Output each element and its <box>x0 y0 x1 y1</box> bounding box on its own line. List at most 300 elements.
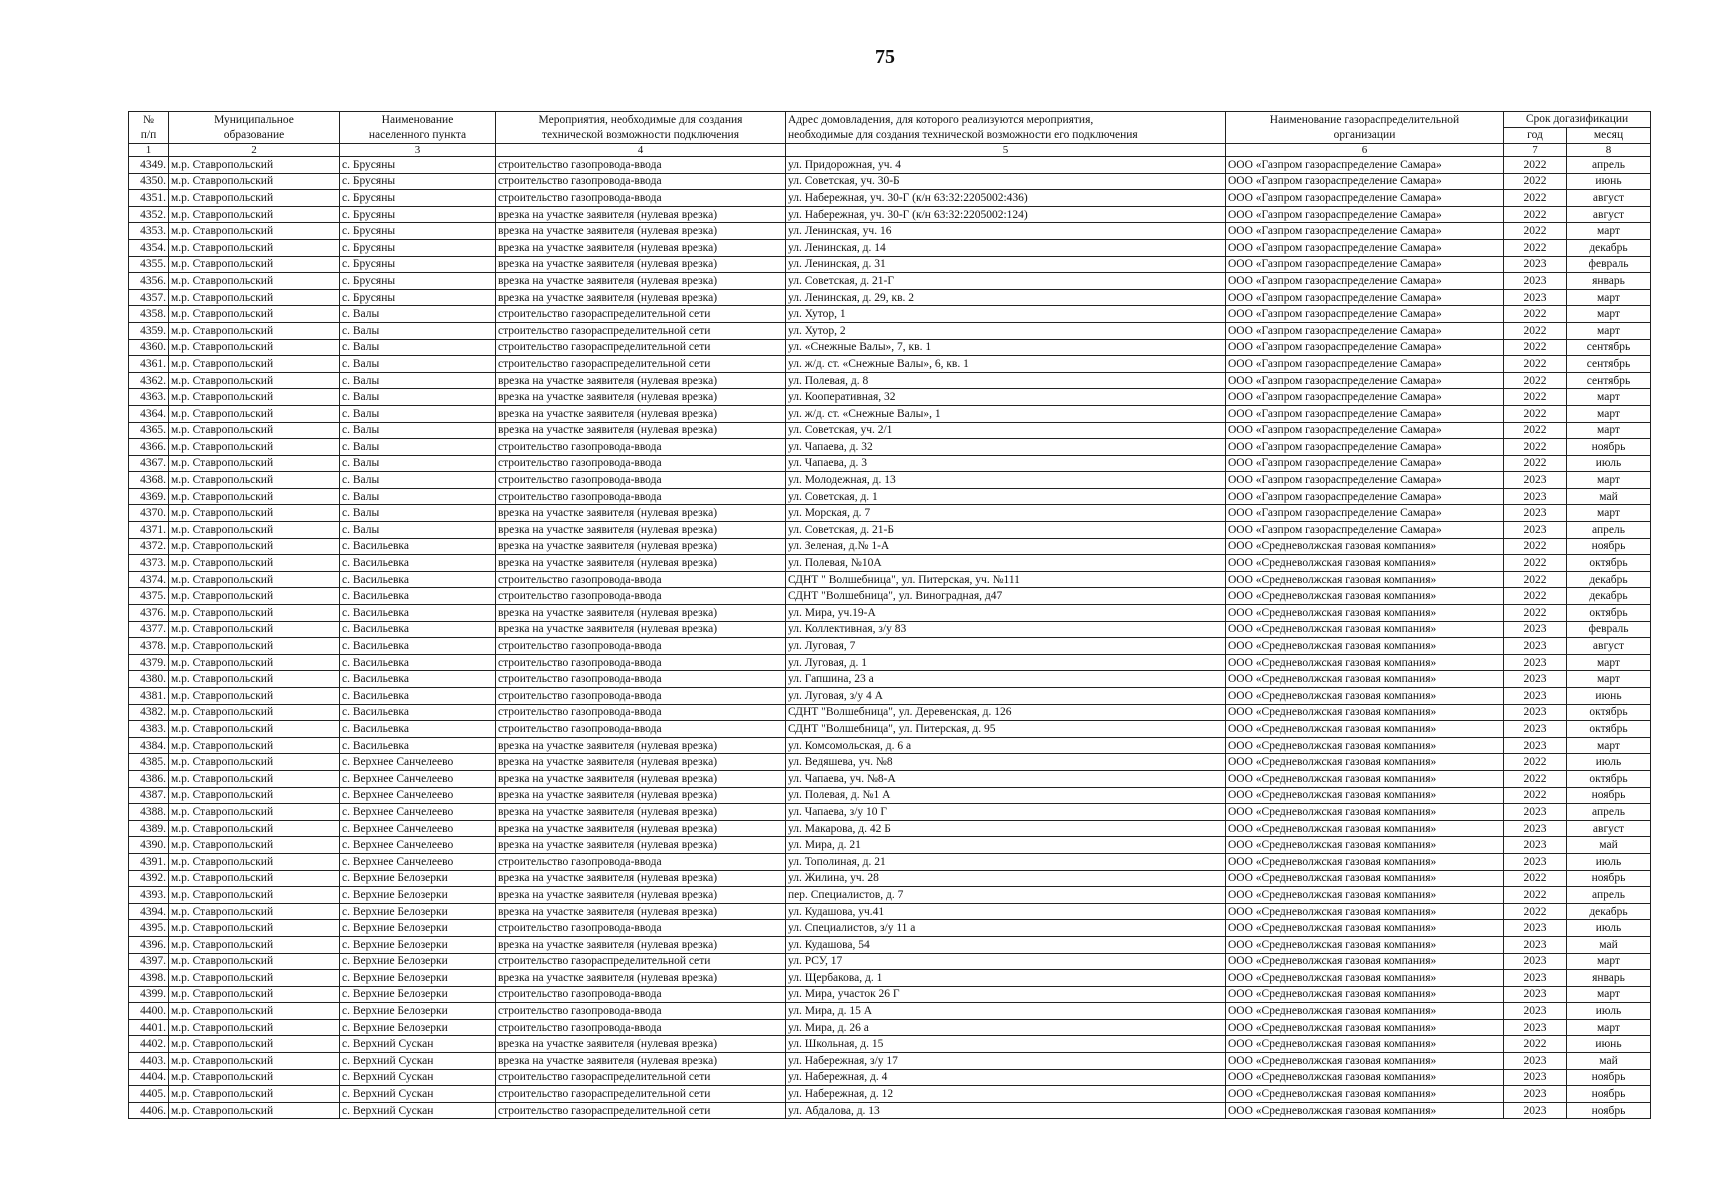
activity-cell: строительство газопровода-ввода <box>496 439 786 456</box>
address-cell: ул. Хутор, 2 <box>786 322 1226 339</box>
municipality-cell: м.р. Ставропольский <box>169 571 340 588</box>
month-cell: сентябрь <box>1567 356 1651 373</box>
organization-cell: ООО «Газпром газораспределение Самара» <box>1226 223 1504 240</box>
month-cell: ноябрь <box>1567 787 1651 804</box>
year-cell: 2023 <box>1504 953 1567 970</box>
address-cell: ул. Абдалова, д. 13 <box>786 1102 1226 1119</box>
year-cell: 2022 <box>1504 339 1567 356</box>
row-number-cell: 4349. <box>129 157 169 174</box>
table-row <box>129 173 1651 190</box>
row-number-cell: 4378. <box>129 638 169 655</box>
row-number-cell: 4350. <box>129 173 169 190</box>
organization-cell: ООО «Газпром газораспределение Самара» <box>1226 356 1504 373</box>
table-row <box>129 1036 1651 1053</box>
municipality-cell: м.р. Ставропольский <box>169 1003 340 1020</box>
municipality-cell: м.р. Ставропольский <box>169 787 340 804</box>
activity-cell: врезка на участке заявителя (нулевая врезка) <box>496 936 786 953</box>
address-cell: ул. Луговая, з/у 4 А <box>786 688 1226 705</box>
municipality-cell: м.р. Ставропольский <box>169 206 340 223</box>
row-number-cell: 4389. <box>129 820 169 837</box>
table-row <box>129 688 1651 705</box>
row-number-cell: 4383. <box>129 721 169 738</box>
address-cell: ул. Хутор, 1 <box>786 306 1226 323</box>
activity-cell: врезка на участке заявителя (нулевая врезка) <box>496 239 786 256</box>
year-cell: 2023 <box>1504 1069 1567 1086</box>
address-cell: СДНТ "Волшебница", ул. Виноградная, д47 <box>786 588 1226 605</box>
municipality-cell: м.р. Ставропольский <box>169 654 340 671</box>
month-cell: июль <box>1567 853 1651 870</box>
month-cell: март <box>1567 322 1651 339</box>
address-cell: ул. Советская, д. 21-Б <box>786 522 1226 539</box>
municipality-cell: м.р. Ставропольский <box>169 721 340 738</box>
organization-cell: ООО «Средневолжская газовая компания» <box>1226 986 1504 1003</box>
month-cell: декабрь <box>1567 588 1651 605</box>
municipality-cell: м.р. Ставропольский <box>169 472 340 489</box>
municipality-cell: м.р. Ставропольский <box>169 1053 340 1070</box>
year-cell: 2022 <box>1504 389 1567 406</box>
month-cell: март <box>1567 472 1651 489</box>
year-cell: 2023 <box>1504 256 1567 273</box>
municipality-cell: м.р. Ставропольский <box>169 306 340 323</box>
municipality-cell: м.р. Ставропольский <box>169 173 340 190</box>
table-row <box>129 455 1651 472</box>
address-cell: ул. Чапаева, з/у 10 Г <box>786 804 1226 821</box>
year-cell: 2023 <box>1504 505 1567 522</box>
month-cell: июль <box>1567 754 1651 771</box>
municipality-cell: м.р. Ставропольский <box>169 256 340 273</box>
organization-cell: ООО «Средневолжская газовая компания» <box>1226 605 1504 622</box>
address-cell: СДНТ "Волшебница", ул. Питерская, д. 95 <box>786 721 1226 738</box>
activity-cell: врезка на участке заявителя (нулевая врезка) <box>496 522 786 539</box>
municipality-cell: м.р. Ставропольский <box>169 638 340 655</box>
header-col-number: 6 <box>1226 144 1504 157</box>
row-number-cell: 4366. <box>129 439 169 456</box>
address-cell: ул. Советская, д. 1 <box>786 488 1226 505</box>
activity-cell: строительство газопровода-ввода <box>496 1003 786 1020</box>
address-cell: ул. Набережная, з/у 17 <box>786 1053 1226 1070</box>
organization-cell: ООО «Газпром газораспределение Самара» <box>1226 157 1504 174</box>
locality-cell: с. Валы <box>340 455 496 472</box>
activity-cell: врезка на участке заявителя (нулевая врезка) <box>496 621 786 638</box>
address-cell: ул. Советская, д. 21-Г <box>786 273 1226 290</box>
address-cell: ул. Набережная, уч. 30-Г (к/н 63:32:2205002:436) <box>786 190 1226 207</box>
organization-cell: ООО «Средневолжская газовая компания» <box>1226 837 1504 854</box>
header-address-line2: необходимые для создания технической возможности его подключения <box>788 128 1138 141</box>
address-cell: ул. «Снежные Валы», 7, кв. 1 <box>786 339 1226 356</box>
row-number-cell: 4354. <box>129 239 169 256</box>
municipality-cell: м.р. Ставропольский <box>169 688 340 705</box>
municipality-cell: м.р. Ставропольский <box>169 1036 340 1053</box>
month-cell: май <box>1567 837 1651 854</box>
year-cell: 2023 <box>1504 472 1567 489</box>
organization-cell: ООО «Газпром газораспределение Самара» <box>1226 389 1504 406</box>
address-cell: ул. Полевая, д. 8 <box>786 372 1226 389</box>
organization-cell: ООО «Газпром газораспределение Самара» <box>1226 322 1504 339</box>
municipality-cell: м.р. Ставропольский <box>169 853 340 870</box>
table-row <box>129 439 1651 456</box>
table-row <box>129 206 1651 223</box>
municipality-cell: м.р. Ставропольский <box>169 356 340 373</box>
municipality-cell: м.р. Ставропольский <box>169 936 340 953</box>
activity-cell: врезка на участке заявителя (нулевая врезка) <box>496 1053 786 1070</box>
month-cell: август <box>1567 190 1651 207</box>
organization-cell: ООО «Газпром газораспределение Самара» <box>1226 206 1504 223</box>
municipality-cell: м.р. Ставропольский <box>169 770 340 787</box>
row-number-cell: 4386. <box>129 770 169 787</box>
organization-cell: ООО «Средневолжская газовая компания» <box>1226 1019 1504 1036</box>
locality-cell: с. Васильевка <box>340 688 496 705</box>
address-cell: ул. Мира, уч.19-А <box>786 605 1226 622</box>
table-row <box>129 1102 1651 1119</box>
row-number-cell: 4406. <box>129 1102 169 1119</box>
year-cell: 2023 <box>1504 638 1567 655</box>
row-number-cell: 4390. <box>129 837 169 854</box>
municipality-cell: м.р. Ставропольский <box>169 405 340 422</box>
municipality-cell: м.р. Ставропольский <box>169 837 340 854</box>
activity-cell: строительство газораспределительной сети <box>496 322 786 339</box>
address-cell: ул. Набережная, д. 4 <box>786 1069 1226 1086</box>
month-cell: декабрь <box>1567 903 1651 920</box>
year-cell: 2022 <box>1504 173 1567 190</box>
year-cell: 2023 <box>1504 986 1567 1003</box>
table-row <box>129 339 1651 356</box>
municipality-cell: м.р. Ставропольский <box>169 157 340 174</box>
row-number-cell: 4397. <box>129 953 169 970</box>
address-cell: ул. Мира, участок 26 Г <box>786 986 1226 1003</box>
organization-cell: ООО «Средневолжская газовая компания» <box>1226 754 1504 771</box>
table-row <box>129 605 1651 622</box>
organization-cell: ООО «Средневолжская газовая компания» <box>1226 870 1504 887</box>
row-number-cell: 4388. <box>129 804 169 821</box>
address-cell: ул. Чапаева, д. 32 <box>786 439 1226 456</box>
year-cell: 2023 <box>1504 273 1567 290</box>
locality-cell: с. Брусяны <box>340 206 496 223</box>
municipality-cell: м.р. Ставропольский <box>169 372 340 389</box>
activity-cell: строительство газораспределительной сети <box>496 339 786 356</box>
locality-cell: с. Верхнее Санчелеево <box>340 853 496 870</box>
address-cell: ул. Луговая, д. 1 <box>786 654 1226 671</box>
activity-cell: врезка на участке заявителя (нулевая врезка) <box>496 273 786 290</box>
table-row <box>129 903 1651 920</box>
year-cell: 2023 <box>1504 1019 1567 1036</box>
row-number-cell: 4404. <box>129 1069 169 1086</box>
month-cell: ноябрь <box>1567 439 1651 456</box>
year-cell: 2023 <box>1504 721 1567 738</box>
organization-cell: ООО «Газпром газораспределение Самара» <box>1226 289 1504 306</box>
table-header <box>129 112 1651 157</box>
municipality-cell: м.р. Ставропольский <box>169 223 340 240</box>
address-cell: ул. Ленинская, д. 29, кв. 2 <box>786 289 1226 306</box>
row-number-cell: 4362. <box>129 372 169 389</box>
row-number-cell: 4361. <box>129 356 169 373</box>
address-cell: пер. Специалистов, д. 7 <box>786 887 1226 904</box>
month-cell: апрель <box>1567 522 1651 539</box>
municipality-cell: м.р. Ставропольский <box>169 455 340 472</box>
month-cell: октябрь <box>1567 555 1651 572</box>
header-municipality-line1: Муниципальное <box>214 113 294 126</box>
table-row <box>129 953 1651 970</box>
year-cell: 2023 <box>1504 621 1567 638</box>
municipality-cell: м.р. Ставропольский <box>169 870 340 887</box>
header-address <box>786 112 1226 144</box>
table-row <box>129 239 1651 256</box>
organization-cell: ООО «Средневолжская газовая компания» <box>1226 1003 1504 1020</box>
organization-cell: ООО «Газпром газораспределение Самара» <box>1226 190 1504 207</box>
table-row <box>129 322 1651 339</box>
year-cell: 2022 <box>1504 372 1567 389</box>
header-municipality-line2: образование <box>223 128 285 141</box>
activity-cell: врезка на участке заявителя (нулевая врезка) <box>496 505 786 522</box>
row-number-cell: 4400. <box>129 1003 169 1020</box>
table-row <box>129 887 1651 904</box>
locality-cell: с. Верхний Сускан <box>340 1069 496 1086</box>
row-number-cell: 4352. <box>129 206 169 223</box>
month-cell: октябрь <box>1567 704 1651 721</box>
month-cell: май <box>1567 488 1651 505</box>
month-cell: август <box>1567 206 1651 223</box>
header-organization <box>1226 112 1504 144</box>
locality-cell: с. Васильевка <box>340 671 496 688</box>
activity-cell: строительство газопровода-ввода <box>496 704 786 721</box>
activity-cell: врезка на участке заявителя (нулевая врезка) <box>496 256 786 273</box>
activity-cell: строительство газопровода-ввода <box>496 671 786 688</box>
locality-cell: с. Васильевка <box>340 737 496 754</box>
organization-cell: ООО «Газпром газораспределение Самара» <box>1226 273 1504 290</box>
table-row <box>129 804 1651 821</box>
organization-cell: ООО «Средневолжская газовая компания» <box>1226 721 1504 738</box>
municipality-cell: м.р. Ставропольский <box>169 273 340 290</box>
row-number-cell: 4392. <box>129 870 169 887</box>
locality-cell: с. Брусяны <box>340 157 496 174</box>
municipality-cell: м.р. Ставропольский <box>169 605 340 622</box>
row-number-cell: 4379. <box>129 654 169 671</box>
activity-cell: врезка на участке заявителя (нулевая врезка) <box>496 870 786 887</box>
municipality-cell: м.р. Ставропольский <box>169 1069 340 1086</box>
municipality-cell: м.р. Ставропольский <box>169 1019 340 1036</box>
activity-cell: врезка на участке заявителя (нулевая врезка) <box>496 389 786 406</box>
month-cell: июль <box>1567 1003 1651 1020</box>
activity-cell: врезка на участке заявителя (нулевая врезка) <box>496 903 786 920</box>
month-cell: октябрь <box>1567 605 1651 622</box>
municipality-cell: м.р. Ставропольский <box>169 522 340 539</box>
year-cell: 2023 <box>1504 289 1567 306</box>
month-cell: март <box>1567 953 1651 970</box>
activity-cell: строительство газораспределительной сети <box>496 953 786 970</box>
table-row <box>129 256 1651 273</box>
municipality-cell: м.р. Ставропольский <box>169 239 340 256</box>
organization-cell: ООО «Средневолжская газовая компания» <box>1226 654 1504 671</box>
row-number-cell: 4401. <box>129 1019 169 1036</box>
locality-cell: с. Валы <box>340 339 496 356</box>
year-cell: 2022 <box>1504 903 1567 920</box>
municipality-cell: м.р. Ставропольский <box>169 754 340 771</box>
organization-cell: ООО «Средневолжская газовая компания» <box>1226 571 1504 588</box>
activity-cell: строительство газопровода-ввода <box>496 488 786 505</box>
year-cell: 2023 <box>1504 804 1567 821</box>
locality-cell: с. Верхнее Санчелеево <box>340 837 496 854</box>
activity-cell: врезка на участке заявителя (нулевая врезка) <box>496 837 786 854</box>
municipality-cell: м.р. Ставропольский <box>169 488 340 505</box>
row-number-cell: 4374. <box>129 571 169 588</box>
month-cell: август <box>1567 638 1651 655</box>
locality-cell: с. Брусяны <box>340 190 496 207</box>
organization-cell: ООО «Средневолжская газовая компания» <box>1226 588 1504 605</box>
row-number-cell: 4357. <box>129 289 169 306</box>
row-number-cell: 4382. <box>129 704 169 721</box>
address-cell: СДНТ " Волшебница", ул. Питерская, уч. №111 <box>786 571 1226 588</box>
locality-cell: с. Верхний Сускан <box>340 1036 496 1053</box>
table-row <box>129 190 1651 207</box>
table-row <box>129 405 1651 422</box>
address-cell: ул. Ленинская, д. 14 <box>786 239 1226 256</box>
year-cell: 2022 <box>1504 555 1567 572</box>
organization-cell: ООО «Средневолжская газовая компания» <box>1226 953 1504 970</box>
municipality-cell: м.р. Ставропольский <box>169 439 340 456</box>
locality-cell: с. Валы <box>340 389 496 406</box>
address-cell: ул. Ведяшева, уч. №8 <box>786 754 1226 771</box>
year-cell: 2023 <box>1504 853 1567 870</box>
activity-cell: строительство газораспределительной сети <box>496 356 786 373</box>
address-cell: ул. Советская, уч. 2/1 <box>786 422 1226 439</box>
year-cell: 2022 <box>1504 190 1567 207</box>
year-cell: 2023 <box>1504 820 1567 837</box>
address-cell: ул. Молодежная, д. 13 <box>786 472 1226 489</box>
organization-cell: ООО «Средневолжская газовая компания» <box>1226 737 1504 754</box>
organization-cell: ООО «Средневолжская газовая компания» <box>1226 887 1504 904</box>
row-number-cell: 4385. <box>129 754 169 771</box>
locality-cell: с. Верхнее Санчелеево <box>340 754 496 771</box>
table-row <box>129 422 1651 439</box>
activity-cell: строительство газопровода-ввода <box>496 638 786 655</box>
organization-cell: ООО «Газпром газораспределение Самара» <box>1226 522 1504 539</box>
activity-cell: строительство газопровода-ввода <box>496 986 786 1003</box>
address-cell: ул. Тополиная, д. 21 <box>786 853 1226 870</box>
month-cell: июль <box>1567 455 1651 472</box>
table-row <box>129 555 1651 572</box>
locality-cell: с. Валы <box>340 322 496 339</box>
activity-cell: врезка на участке заявителя (нулевая врезка) <box>496 770 786 787</box>
locality-cell: с. Верхнее Санчелеево <box>340 787 496 804</box>
address-cell: ул. Комсомольская, д. 6 а <box>786 737 1226 754</box>
table-row <box>129 754 1651 771</box>
header-col-number: 4 <box>496 144 786 157</box>
header-col-number: 2 <box>169 144 340 157</box>
row-number-cell: 4351. <box>129 190 169 207</box>
activity-cell: строительство газопровода-ввода <box>496 688 786 705</box>
address-cell: ул. Ленинская, уч. 16 <box>786 223 1226 240</box>
year-cell: 2022 <box>1504 223 1567 240</box>
row-number-cell: 4373. <box>129 555 169 572</box>
row-number-cell: 4402. <box>129 1036 169 1053</box>
organization-cell: ООО «Средневолжская газовая компания» <box>1226 621 1504 638</box>
address-cell: СДНТ "Волшебница", ул. Деревенская, д. 126 <box>786 704 1226 721</box>
table-row <box>129 721 1651 738</box>
activity-cell: врезка на участке заявителя (нулевая врезка) <box>496 223 786 240</box>
table-row <box>129 1053 1651 1070</box>
locality-cell: с. Валы <box>340 439 496 456</box>
organization-cell: ООО «Средневолжская газовая компания» <box>1226 688 1504 705</box>
month-cell: апрель <box>1567 804 1651 821</box>
organization-cell: ООО «Газпром газораспределение Самара» <box>1226 256 1504 273</box>
municipality-cell: м.р. Ставропольский <box>169 505 340 522</box>
month-cell: март <box>1567 289 1651 306</box>
locality-cell: с. Верхние Белозерки <box>340 970 496 987</box>
organization-cell: ООО «Газпром газораспределение Самара» <box>1226 239 1504 256</box>
row-number-cell: 4387. <box>129 787 169 804</box>
locality-cell: с. Верхний Сускан <box>340 1086 496 1103</box>
address-cell: ул. Луговая, 7 <box>786 638 1226 655</box>
header-organization-line2: организации <box>1333 128 1396 141</box>
municipality-cell: м.р. Ставропольский <box>169 555 340 572</box>
organization-cell: ООО «Средневолжская газовая компания» <box>1226 1036 1504 1053</box>
month-cell: июнь <box>1567 688 1651 705</box>
table-row <box>129 870 1651 887</box>
row-number-cell: 4384. <box>129 737 169 754</box>
activity-cell: строительство газопровода-ввода <box>496 157 786 174</box>
address-cell: ул. Гапшина, 23 а <box>786 671 1226 688</box>
month-cell: ноябрь <box>1567 1086 1651 1103</box>
header-organization-line1: Наименование газораспределительной <box>1269 113 1460 126</box>
table-row <box>129 986 1651 1003</box>
year-cell: 2022 <box>1504 206 1567 223</box>
locality-cell: с. Верхние Белозерки <box>340 870 496 887</box>
municipality-cell: м.р. Ставропольский <box>169 621 340 638</box>
table-row <box>129 820 1651 837</box>
row-number-cell: 4398. <box>129 970 169 987</box>
row-number-cell: 4396. <box>129 936 169 953</box>
locality-cell: с. Верхние Белозерки <box>340 1003 496 1020</box>
activity-cell: строительство газопровода-ввода <box>496 654 786 671</box>
header-deadline: Срок догазификации <box>1504 112 1651 128</box>
table-row <box>129 306 1651 323</box>
locality-cell: с. Васильевка <box>340 654 496 671</box>
year-cell: 2022 <box>1504 787 1567 804</box>
year-cell: 2022 <box>1504 1036 1567 1053</box>
organization-cell: ООО «Газпром газораспределение Самара» <box>1226 488 1504 505</box>
municipality-cell: м.р. Ставропольский <box>169 588 340 605</box>
year-cell: 2022 <box>1504 455 1567 472</box>
organization-cell: ООО «Газпром газораспределение Самара» <box>1226 505 1504 522</box>
year-cell: 2022 <box>1504 571 1567 588</box>
year-cell: 2023 <box>1504 488 1567 505</box>
gasification-table <box>128 111 1651 1119</box>
header-address-line1: Адрес домовладения, для которого реализуются мероприятия, <box>788 113 1094 126</box>
row-number-cell: 4368. <box>129 472 169 489</box>
municipality-cell: м.р. Ставропольский <box>169 820 340 837</box>
year-cell: 2023 <box>1504 1053 1567 1070</box>
organization-cell: ООО «Газпром газораспределение Самара» <box>1226 405 1504 422</box>
organization-cell: ООО «Средневолжская газовая компания» <box>1226 1069 1504 1086</box>
organization-cell: ООО «Газпром газораспределение Самара» <box>1226 173 1504 190</box>
locality-cell: с. Валы <box>340 472 496 489</box>
organization-cell: ООО «Средневолжская газовая компания» <box>1226 704 1504 721</box>
locality-cell: с. Верхний Сускан <box>340 1053 496 1070</box>
activity-cell: врезка на участке заявителя (нулевая врезка) <box>496 555 786 572</box>
locality-cell: с. Брусяны <box>340 223 496 240</box>
locality-cell: с. Васильевка <box>340 605 496 622</box>
municipality-cell: м.р. Ставропольский <box>169 422 340 439</box>
activity-cell: строительство газораспределительной сети <box>496 306 786 323</box>
table-row <box>129 472 1651 489</box>
address-cell: ул. РСУ, 17 <box>786 953 1226 970</box>
organization-cell: ООО «Средневолжская газовая компания» <box>1226 1102 1504 1119</box>
activity-cell: врезка на участке заявителя (нулевая врезка) <box>496 804 786 821</box>
year-cell: 2022 <box>1504 157 1567 174</box>
organization-cell: ООО «Средневолжская газовая компания» <box>1226 820 1504 837</box>
year-cell: 2023 <box>1504 688 1567 705</box>
municipality-cell: м.р. Ставропольский <box>169 920 340 937</box>
year-cell: 2022 <box>1504 770 1567 787</box>
